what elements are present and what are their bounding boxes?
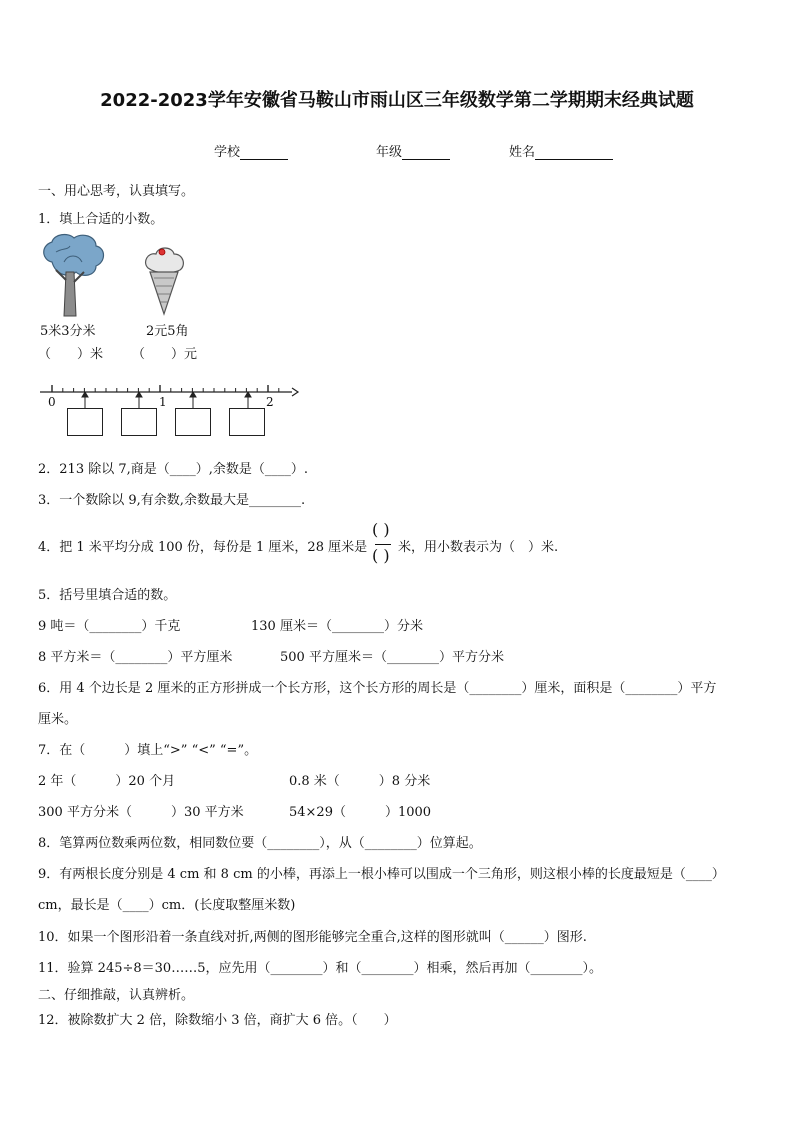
cone-answer[interactable]: （ ）元 xyxy=(132,347,198,362)
answer-box-3[interactable] xyxy=(175,408,211,436)
question-5d: 500 平方厘米＝（________）平方分米 xyxy=(280,650,504,665)
school-label: 学校 xyxy=(214,145,241,160)
question-4-after: 米，用小数表示为（ ）米. xyxy=(398,540,559,555)
fraction-bar xyxy=(375,544,391,545)
question-6-line2: 厘米。 xyxy=(38,712,78,727)
question-9-line2: cm，最长是（____）cm．(长度取整厘米数) xyxy=(38,898,296,913)
fraction-numerator: ( ) xyxy=(372,520,390,539)
pointer-2-head xyxy=(136,392,142,397)
cone-caption: 2元5角 xyxy=(146,324,189,339)
number-line-ticks xyxy=(52,385,279,392)
question-5b: 130 厘米＝（________）分米 xyxy=(251,619,423,634)
fraction-denominator: ( ) xyxy=(372,546,390,565)
question-5a: 9 吨＝（________）千克 xyxy=(38,619,181,634)
question-10: 10．如果一个图形沿着一条直线对折,两侧的图形能够完全重合,这样的图形就叫（______）图形. xyxy=(38,930,587,945)
question-7a: 2 年（ ）20 个月 xyxy=(38,774,176,789)
name-label: 姓名 xyxy=(509,145,536,160)
tick-label-1: 1 xyxy=(159,395,167,409)
answer-box-2[interactable] xyxy=(121,408,157,436)
pointer-1-head xyxy=(82,392,88,397)
tree-answer[interactable]: （ ）米 xyxy=(38,347,104,362)
section-1-heading: 一、用心思考，认真填写。 xyxy=(38,184,195,199)
school-field xyxy=(214,141,288,160)
answer-box-4[interactable] xyxy=(229,408,265,436)
question-7: 7．在（ ）填上“>” “<” “=”。 xyxy=(38,743,258,758)
question-2: 2．213 除以 7,商是（____）,余数是（____）. xyxy=(38,462,309,477)
question-4-before: 4．把 1 米平均分成 100 份，每份是 1 厘米，28 厘米是 xyxy=(38,540,368,555)
answer-box-1[interactable] xyxy=(67,408,103,436)
question-1: 1．填上合适的小数。 xyxy=(38,212,164,227)
question-7c: 300 平方分米（ ）30 平方米 xyxy=(38,805,244,820)
question-12: 12．被除数扩大 2 倍，除数缩小 3 倍，商扩大 6 倍。（ ） xyxy=(38,1013,397,1028)
tree-caption: 5米3分米 xyxy=(40,324,96,339)
question-5c: 8 平方米＝（________）平方厘米 xyxy=(38,650,233,665)
question-7d: 54×29（ ）1000 xyxy=(289,805,432,820)
question-9-line1: 9．有两根长度分别是 4 cm 和 8 cm 的小棒，再添上一根小棒可以围成一个三角形，则这根小棒的长度最短是（____） xyxy=(38,867,725,882)
question-3: 3．一个数除以 9,有余数,余数最大是________. xyxy=(38,493,306,508)
ice-cream-illustration xyxy=(142,246,188,316)
grade-blank[interactable] xyxy=(402,145,450,160)
pointer-3-head xyxy=(190,392,196,397)
question-6-line1: 6．用 4 个边长是 2 厘米的正方形拼成一个长方形，这个长方形的周长是（________）厘米，面积是（________）平方 xyxy=(38,681,717,696)
fraction[interactable] xyxy=(372,520,394,568)
pointer-4-head xyxy=(245,392,251,397)
grade-field xyxy=(376,141,450,160)
question-11: 11．验算 245÷8＝30……5，应先用（________）和（________）相乘，然后再加（________）。 xyxy=(38,961,602,976)
page-title: 2022-2023学年安徽省马鞍山市雨山区三年级数学第二学期期末经典试题 xyxy=(100,90,694,111)
tick-label-2: 2 xyxy=(266,395,274,409)
question-8: 8．笔算两位数乘两位数，相同数位要（________），从（________）位算起。 xyxy=(38,836,482,851)
name-field xyxy=(509,141,613,160)
name-blank[interactable] xyxy=(535,145,613,160)
question-7b: 0.8 米（ ）8 分米 xyxy=(289,774,431,789)
tick-label-0: 0 xyxy=(48,395,56,409)
school-blank[interactable] xyxy=(240,145,288,160)
tree-illustration xyxy=(38,232,108,318)
question-5: 5．括号里填合适的数。 xyxy=(38,588,177,603)
grade-label: 年级 xyxy=(376,145,403,160)
section-2-heading: 二、仔细推敲，认真辨析。 xyxy=(38,988,195,1003)
